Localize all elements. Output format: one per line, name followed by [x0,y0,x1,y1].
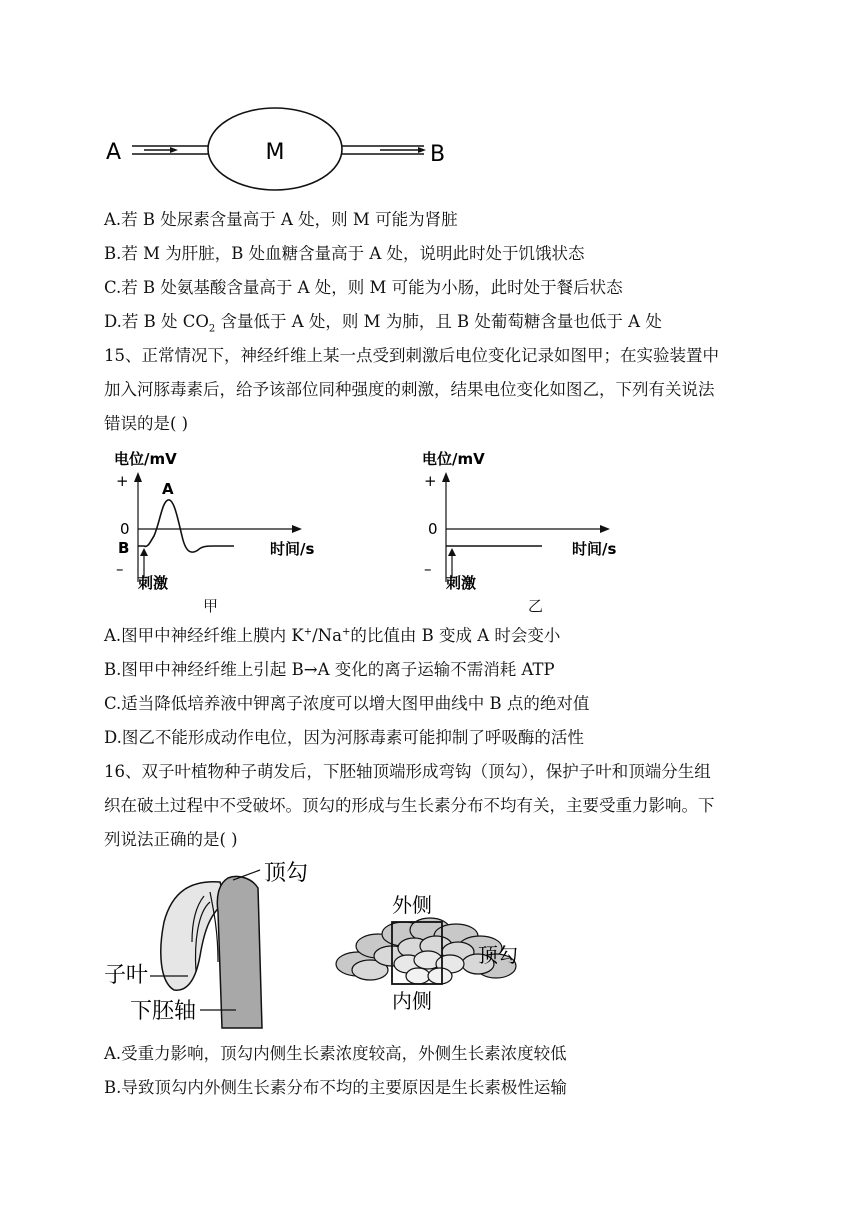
graph-jia-curve [138,500,234,552]
q14-option-c: C.若 B 处氨基酸含量高于 A 处，则 M 可能为小肠，此时处于餐后状态 [104,278,623,297]
q16-stem-line-2: 织在破土过程中不受破坏。顶勾的形成与生长素分布不均有关，主要受重力影响。下 [104,796,715,815]
graph-yi-x-axis-label: 时间/s [572,540,617,558]
na-superscript: + [341,626,351,638]
q16-stem-line-3: 列说法正确的是( ) [104,830,238,849]
q16-stem-line-1: 16、双子叶植物种子萌发后，下胚轴顶端形成弯钩（顶勾），保护子叶和顶端分生组 [104,762,711,781]
q14-option-d-text: D.若 B 处 CO [104,312,209,331]
graph-jia-peak-label: A [162,480,174,498]
q15-option-c: C.适当降低培养液中钾离子浓度可以增大图甲曲线中 B 点的绝对值 [104,694,590,713]
q16-option-b: B.导致顶勾内外侧生长素分布不均的主要原因是生长素极性运输 [104,1078,567,1097]
graph-jia-x-axis-label: 时间/s [270,540,315,558]
graph-yi-stimulus-label: 刺激 [446,574,477,592]
graph-yi-plus: + [424,472,437,490]
graph-jia-rest-label: B [118,539,130,557]
organ-flow-diagram [104,104,464,194]
graph-jia-y-axis-label: 电位/mV [114,450,177,468]
q15-stem-line-3: 错误的是( ) [104,414,189,433]
graph-yi-minus: – [424,560,432,578]
q15-option-a-text-rest: 的比值由 B 变成 A 时会变小 [350,626,561,645]
q15-option-a-text: A.图甲中神经纤维上膜内 K [104,626,304,645]
potential-graph-jia [104,442,354,620]
co2-subscript: 2 [208,323,216,335]
q15-option-b: B.图甲中神经纤维上引起 B→A 变化的离子运输不需消耗 ATP [104,660,555,679]
graph-yi-zero: 0 [428,520,438,538]
potential-graph-yi [410,442,660,620]
q14-option-d-text-rest: 含量低于 A 处，则 M 为肺，且 B 处葡萄糖含量也低于 A 处 [215,312,662,331]
graph-yi-y-axis-label: 电位/mV [422,450,485,468]
flow-label-a: A [106,140,122,165]
q14-option-d [104,310,764,334]
q15-option-a [104,624,764,648]
hook-label: 顶勾 [264,861,309,886]
q15-stem-line-2: 加入河豚毒素后，给予该部位同种强度的刺激，结果电位变化如图乙，下列有关说法 [104,380,715,399]
hypocotyl-shape [217,876,262,1028]
q15-stem-line-1: 15、正常情况下，神经纤维上某一点受到刺激后电位变化记录如图甲；在实验装置中 [104,346,719,365]
q14-option-a: A.若 B 处尿素含量高于 A 处，则 M 可能为肾脏 [104,210,458,229]
cotyledon-shape [161,882,226,990]
graph-jia-stimulus-label: 刺激 [138,574,169,592]
cotyledon-label: 子叶 [104,963,149,988]
graph-jia-minus: – [116,560,124,578]
q15-option-a-na: /Na [312,626,342,645]
outer-side-label: 外侧 [392,893,432,917]
flow-label-b: B [430,142,446,167]
graph-jia-plus: + [116,472,129,490]
q15-option-d: D.图乙不能形成动作电位，因为河豚毒素可能抑制了呼吸酶的活性 [104,728,584,747]
organ-m-label: M [265,140,285,165]
graph-jia-zero: 0 [120,520,130,538]
graph-jia-caption: 甲 [203,597,219,615]
hypocotyl-label: 下胚轴 [130,999,197,1024]
q14-option-b: B.若 M 为肝脏，B 处血糖含量高于 A 处，说明此时处于饥饿状态 [104,244,585,263]
hook-section-label: 顶勾 [478,943,518,967]
inner-side-label: 内侧 [392,989,432,1013]
graph-yi-caption: 乙 [528,597,544,615]
seedling-hook-figure [100,852,540,1032]
q16-option-a: A.受重力影响，顶勾内侧生长素浓度较高，外侧生长素浓度较低 [104,1044,567,1063]
k-superscript: + [303,626,313,638]
